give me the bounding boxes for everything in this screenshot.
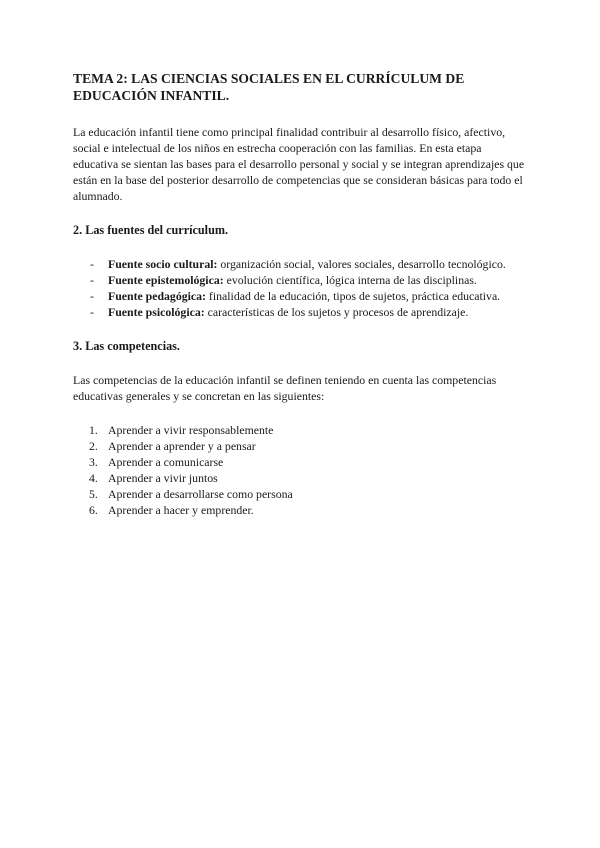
list-item [73,422,529,438]
list-number: 5. [89,487,98,501]
list-item [73,454,529,470]
list-number: 3. [89,455,98,469]
list-dash: - [90,289,94,303]
sources-list [73,256,529,320]
list-dash: - [90,305,94,319]
competencies-list [73,422,529,518]
list-number: 6. [89,503,98,517]
competencies-intro: Las competencias de la educación infantil se definen teniendo en cuenta las competencias educativas generales y se concretan en las siguientes: [73,373,497,403]
list-item [73,272,529,288]
list-item-text: Aprender a hacer y emprender. [108,503,254,517]
document-title: TEMA 2: LAS CIENCIAS SOCIALES EN EL CURRÍCULUM DE EDUCACIÓN INFANTIL. [73,71,465,103]
list-item [73,438,529,454]
list-item-term: Fuente pedagógica: [108,289,206,303]
list-item-term: Fuente socio cultural: [108,257,218,271]
list-item-term: Fuente psicológica: [108,305,205,319]
list-item [73,256,529,272]
list-item [73,486,529,502]
section-2-heading: 2. Las fuentes del currículum. [73,223,229,237]
list-item-text: Aprender a comunicarse [108,455,224,469]
list-item [73,470,529,486]
section-3-heading: 3. Las competencias. [73,339,180,353]
list-item-text: características de los sujetos y procesos de aprendizaje. [204,305,469,319]
list-number: 1. [89,423,98,437]
list-number: 2. [89,439,98,453]
list-item-text: Aprender a vivir responsablemente [108,423,274,437]
list-item-text: evolución científica, lógica interna de las disciplinas. [223,273,477,287]
document-page [73,70,529,518]
list-item [73,502,529,518]
list-dash: - [90,273,94,287]
list-item-text: Aprender a aprender y a pensar [108,439,256,453]
list-item-text: organización social, valores sociales, desarrollo tecnológico. [217,257,506,271]
list-item-text: finalidad de la educación, tipos de sujetos, práctica educativa. [205,289,501,303]
list-dash: - [90,257,94,271]
list-item-term: Fuente epistemológica: [108,273,224,287]
list-item-text: Aprender a vivir juntos [108,471,218,485]
list-item [73,304,529,320]
list-number: 4. [89,471,98,485]
list-item-text: Aprender a desarrollarse como persona [108,487,293,501]
intro-paragraph: La educación infantil tiene como principal finalidad contribuir al desarrollo físico, afectivo, social e intelectual de los niños en estrecha cooperación con las familias. En esta etapa educativa se sientan las bases para el desarrollo personal y social y se integran aprendizajes que están en la base del posterior desarrollo de competencias que se consideran básicas para todo el alumnado. [73,125,525,203]
list-item [73,288,529,304]
